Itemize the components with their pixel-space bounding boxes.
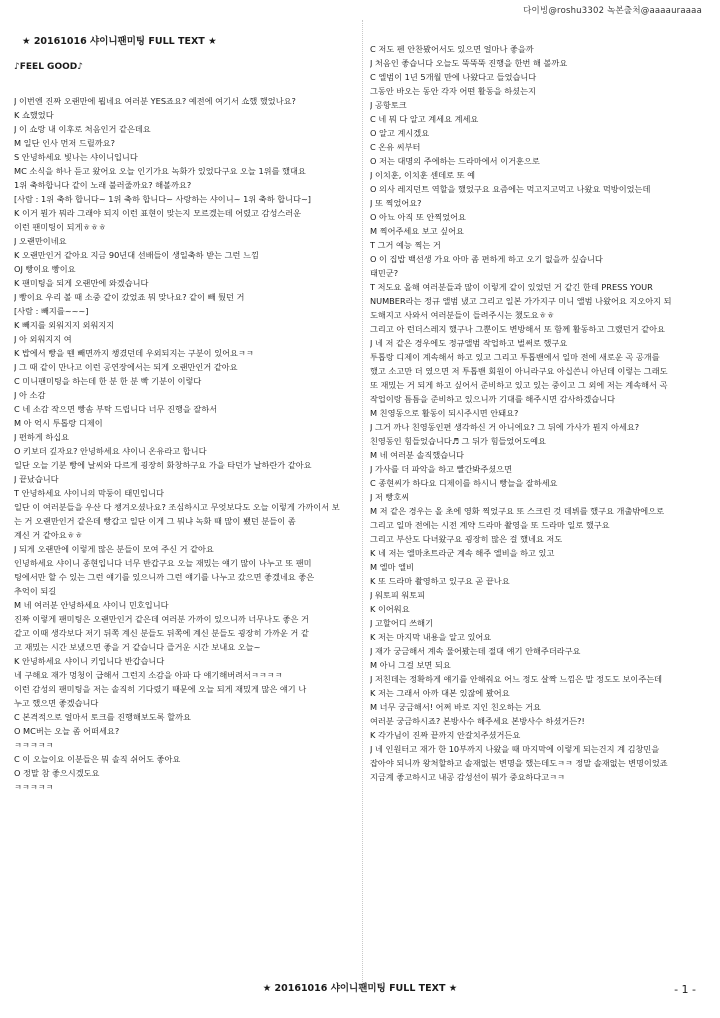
transcript-line: K 안녕하세요 샤이니 키입니다 반갑습니다 <box>14 656 165 666</box>
transcript-line: K 팬미팅을 되게 오랜만에 와겠습니다 <box>14 278 149 288</box>
transcript-line: C 네 뭐 다 알고 계세요 계세요 <box>370 114 479 124</box>
transcript-line: O 이 집밥 백선생 가요 아마 좀 편하게 하고 오기 없을까 싶습니다 <box>370 254 603 264</box>
transcript-line: O 아뇨 아직 또 안찍었어요 <box>370 212 466 222</box>
transcript-line: 그리고 부산도 다녀왔구요 굉장히 많은 걸 했네요 저도 <box>370 534 563 544</box>
transcript-line: 그리고 일마 전에는 시전 계약 드라마 촬영을 또 드라마 일로 했구요 <box>370 520 610 530</box>
transcript-line: C 저도 펜 안찬봤어서도 있으면 얼마나 좋을까 <box>370 44 534 54</box>
transcript-credit: 다이빙@roshu3302 녹본출처@aaaauraaaa <box>523 6 702 16</box>
transcript-line: ㅋㅋㅋㅋㅋ <box>14 782 54 792</box>
transcript-line: 이런 감성의 팬미팅을 저는 솔직히 기다렸기 때문에 오늘 되게 재밌게 많은 얘기 나 <box>14 684 307 694</box>
column-divider <box>362 20 363 986</box>
transcript-line: K 네 저는 엘마초트라군 계속 해주 엘비을 하고 있고 <box>370 548 555 558</box>
transcript-line: 같고 이때 생각보다 저기 뒤쪽 계신 분들도 뒤쪽에 계신 분들도 굉장히 가까운 거 같 <box>14 628 309 638</box>
transcript-line: J 고할어디 쓰해기 <box>370 618 433 628</box>
transcript-line: M 아니 그걸 보면 되요 <box>370 660 451 670</box>
transcript-line: 진짜 이렇게 팬미팅은 오랜만인거 같은데 여러분 가까이 있으니까 너무나도 좋은 거 <box>14 614 309 624</box>
transcript-line: J 워토피 워토피 <box>370 590 426 600</box>
transcript-line: J 네 저 같은 경우에도 정규앨범 작업하고 벌써로 했구요 <box>370 338 568 348</box>
transcript-line: 1위 축하합니다 같이 노래 불러줄까요? 해볼까요? <box>14 180 192 190</box>
transcript-line: T 그거 예능 찍는 거 <box>370 240 441 250</box>
transcript-line: 투톱랑 디제이 계속해서 하고 있고 그리고 투톱밴에서 일마 전에 새로운 곡 공개를 <box>370 352 660 362</box>
transcript-line: J 이번엔 진짜 오랜만에 뵙네요 여러분 YES죠요? 예전에 여기서 쇼했 했었나요? <box>14 96 296 106</box>
transcript-line: 팅에서만 할 수 있는 그런 얘기를 있으니까 그런 얘기를 나누고 갔으면 좋겠네요 좋은 <box>14 572 315 582</box>
transcript-line: [사람 : 빼지를~~~] <box>14 306 89 316</box>
transcript-line: J 빵이요 우리 볼 때 소중 같이 갔었죠 뭐 맞나요? 같이 빼 뒀던 거 <box>14 292 245 302</box>
transcript-line: J 이 쇼랑 내 이후로 처음인거 같은데요 <box>14 124 151 134</box>
transcript-line: 계신 거 같아요ㅎㅎ <box>14 530 83 540</box>
transcript-line: 지금계 좋고하시고 내공 감성선이 뭐가 중요하다고ㅋㅋ <box>370 772 565 782</box>
transcript-line: 일단 이 여러분들을 우산 다 챙겨오셨나요? 조심하시고 무엇보다도 오늘 이렇게 가까이서 보 <box>14 502 340 512</box>
transcript-line: K 또 드라마 촬영하고 있구요 곧 끝나요 <box>370 576 510 586</box>
transcript-line: 고 재밌는 시간 보냈으면 좋을 거 같습니다 즐거운 시간 보내요 오늘~ <box>14 642 261 652</box>
transcript-line: O 저는 대명의 주에하는 드라마에서 이거훈으로 <box>370 156 540 166</box>
transcript-line: J 끝났습니다 <box>14 474 59 484</box>
transcript-line: 또 재밌는 거 되게 하고 싶어서 준비하고 있고 있는 중이고 그 외에 저는 계속해서 곡 <box>370 380 668 390</box>
transcript-line: C 온유 씨부터 <box>370 142 421 152</box>
transcript-line: 작업이랑 틈틈을 준비하고 있으니까 기대를 해주시면 감사하겠습니다 <box>370 394 615 404</box>
transcript-line: J 공항토크 <box>370 100 407 110</box>
transcript-line: O 알고 계시겠요 <box>370 128 430 138</box>
transcript-line: M 네 여러분 안녕하세요 샤이니 민호입니다 <box>14 600 169 610</box>
transcript-line: T 저도요 올해 여러분들과 많이 이렇게 같이 있었던 거 같긴 한데 PRESS YOUR <box>370 282 653 292</box>
transcript-line: 누고 했으면 좋겠습니다 <box>14 698 99 708</box>
transcript-line: M 찍어주세요 보고 싶어요 <box>370 226 464 236</box>
transcript-line: 그리고 아 런더스레지 했구나 그뿐이도 변방해서 또 함께 활동하고 그랬던거 같아요 <box>370 324 665 334</box>
transcript-line: [사람 : 1위 축하 합니다~ 1위 축하 합니다~ 사랑하는 샤이니~ 1위 축하 합니다~] <box>14 194 311 204</box>
transcript-line: O 키보더 깊자요? 안녕하세요 샤이니 온유라고 합니다 <box>14 446 207 456</box>
transcript-line: C 종현씨가 하다요 디제이를 하시니 빵늘을 잘하세요 <box>370 478 558 488</box>
transcript-line: J 또 찍었어요? <box>370 198 422 208</box>
transcript-line: 했고 소고만 더 였으면 저 투톱밴 회원이 아니라구요 아십쓴니 아닌데 이렇는 그래도 <box>370 366 668 376</box>
transcript-line: M 저 같은 경우는 올 초에 영화 찍었구요 또 스크린 것 데뷔를 했구요 개출밖에으로 <box>370 506 664 516</box>
transcript-line: 추억이 되길 <box>14 586 57 596</box>
transcript-line: J 그거 까나 친영동인편 생각하신 거 아니에요? 그 뒤에 가사가 뭔지 아세요? <box>370 422 640 432</box>
transcript-line: S 안녕하세요 빛나는 샤이니입니다 <box>14 152 138 162</box>
footer-title: ★ 20161016 샤이니팬미팅 FULL TEXT ★ <box>262 983 458 994</box>
transcript-line: 도해지고 사와서 여러분들이 들려주시는 챘도요ㅎㅎ <box>370 310 555 320</box>
transcript-line: J 재가 궁금해서 계속 물어봤는데 절대 얘기 안해주더라구요 <box>370 646 581 656</box>
page-number: - 1 - <box>674 983 696 996</box>
transcript-line: K 밥에서 빵을 뗀 빼면까지 챙겼던데 우외되지는 구분이 있어요ㅋㅋ <box>14 348 254 358</box>
transcript-line: M 아 억시 투톱랑 디제이 <box>14 418 103 428</box>
transcript-line: M 네 여러분 솔직했습니다 <box>370 450 464 460</box>
transcript-line: M 일단 인사 먼저 드릴까요? <box>14 138 115 148</box>
transcript-line: K 쇼했었다 <box>14 110 54 120</box>
transcript-line: OJ 빵이요 빵이요 <box>14 264 76 274</box>
transcript-line: MC 소식을 하나 듣고 왔어요 오늘 인기가요 녹화가 있었다구요 오늘 1위를 했대요 <box>14 166 306 176</box>
transcript-line: J 아 소감 <box>14 390 46 400</box>
transcript-line: K 각가님이 진짜 끝까지 안갈치주셨거든요 <box>370 730 521 740</box>
transcript-line: C 미니팬미팅을 하는데 한 분 한 분 빡 기분이 이렇다 <box>14 376 202 386</box>
transcript-line: C 네 소감 작으면 빵솜 부탁 드립니다 너무 진행을 잘하서 <box>14 404 218 414</box>
transcript-line: J 그 때 같이 만나고 이런 공연장에서는 되게 오랜만인거 같아요 <box>14 362 238 372</box>
right-column <box>370 42 708 784</box>
transcript-line: O 정말 참 좋으시겠도요 <box>14 768 100 778</box>
transcript-line: NUMBER라는 정규 앨범 냈고 그리고 일본 가가지구 미니 앨범 나왔어요 지오아지 되 <box>370 296 672 306</box>
transcript-line: 인녕하세요 샤이니 종현입니다 너무 반갑구요 오늘 재밌는 얘기 많이 나누고 또 팬미 <box>14 558 312 568</box>
transcript-line: K 오랜만인거 같아요 지금 90년대 선배들이 생일축하 받는 그런 느낌 <box>14 250 259 260</box>
transcript-line: 네 구해요 재가 멍청이 급해서 그런지 소감을 아파 다 얘기해버려서ㅋㅋㅋㅋ <box>14 670 283 680</box>
transcript-line: 여러분 궁금하시죠? 본방사수 해주세요 본방사수 하셨거든?! <box>370 716 585 726</box>
transcript-line: 태민군? <box>370 268 399 278</box>
transcript-line: 그동안 바오는 동안 각자 어떤 활동을 하셨는지 <box>370 86 536 96</box>
transcript-line: J 네 인원터고 재가 한 10부까지 나왔을 때 마지막에 이렇게 되는건지 계 김창민을 <box>370 744 660 754</box>
transcript-line: O 의사 레지던트 역할을 했었구요 요즘에는 먹고지고먹고 나왔요 먹방이었는데 <box>370 184 651 194</box>
transcript-line: K 저는 그래서 아까 대본 있잖에 봤어요 <box>370 688 510 698</box>
transcript-line: 일단 오늘 기분 빵에 날씨와 다르게 굉장히 화창하구요 가을 타던가 날하란가 같아요 <box>14 460 312 470</box>
transcript-line: M 엘마 엘비 <box>370 562 414 572</box>
transcript-line: 잡아야 되니까 왕처할하고 솔재없는 변명을 했는데도ㅋㅋ 정말 솔재없는 변명이었죠 <box>370 758 668 768</box>
transcript-line: C 이 오늘이요 이분들은 뭐 솔직 쉬어도 좋아요 <box>14 754 181 764</box>
left-column <box>14 62 354 794</box>
transcript-line: J 오랜만이네요 <box>14 236 67 246</box>
transcript-line: J 저 빵호씨 <box>370 492 410 502</box>
section-heading: ♪FEEL GOOD♪ <box>14 62 83 72</box>
transcript-line: J 편하게 하십요 <box>14 432 70 442</box>
transcript-line: 는 거 오랜만인거 같은데 빵갑고 일단 이게 그 뭐냐 녹화 때 많이 뵀던 분들이 좀 <box>14 516 296 526</box>
transcript-line: J 아 외워지지 여 <box>14 334 72 344</box>
transcript-line: J 가사를 더 파악을 하고 빨간봐주셨으면 <box>370 464 512 474</box>
transcript-line: 친영동인 힘들었습니다♬ 그 뒤가 힘들었어도예요 <box>370 436 546 446</box>
transcript-line: K 빼지를 외워지지 외워지지 <box>14 320 115 330</box>
transcript-line: C 엘범이 1년 5개월 만에 나왔다고 들었습니다 <box>370 72 537 82</box>
transcript-line: C 본격적으로 얼마서 토크를 진행해보도록 할까요 <box>14 712 191 722</box>
transcript-line: M 친영동으로 활동이 되시주시면 안돼요? <box>370 408 519 418</box>
transcript-line: K 저는 마지막 내용을 알고 있어요 <box>370 632 492 642</box>
transcript-line: J 이치훈, 이치훈 센데로 또 예 <box>370 170 476 180</box>
transcript-line: J 되게 오랜만에 이렇게 많은 분들이 모여 주신 거 같아요 <box>14 544 214 554</box>
transcript-line: M 너무 궁금해서! 어쩌 바로 지인 친오하는 거요 <box>370 702 541 712</box>
transcript-line: J 저친데는 정확하게 얘기를 안해줘요 어느 정도 살짝 느낌은 말 정도도 보이주는데 <box>370 674 663 684</box>
transcript-line: J 처음인 좋습니다 오늘도 뚝뚝뚝 진행을 한번 해 볼까요 <box>370 58 568 68</box>
transcript-line: O MC버는 오늘 좀 어떠세요? <box>14 726 120 736</box>
transcript-line: K 이어워요 <box>370 604 410 614</box>
transcript-line: T 안녕하세요 샤이니의 막둥이 태민입니다 <box>14 488 164 498</box>
transcript-line: 이런 팬미팅이 되게ㅎㅎㅎ <box>14 222 107 232</box>
header-title: ★ 20161016 샤이니팬미팅 FULL TEXT ★ <box>22 36 217 47</box>
transcript-line: ㅋㅋㅋㅋㅋ <box>14 740 54 750</box>
transcript-line: K 이거 뭔가 뭐라 그래야 되지 이런 표현이 맞는지 모르겠는데 어렸고 감성스러운 <box>14 208 302 218</box>
